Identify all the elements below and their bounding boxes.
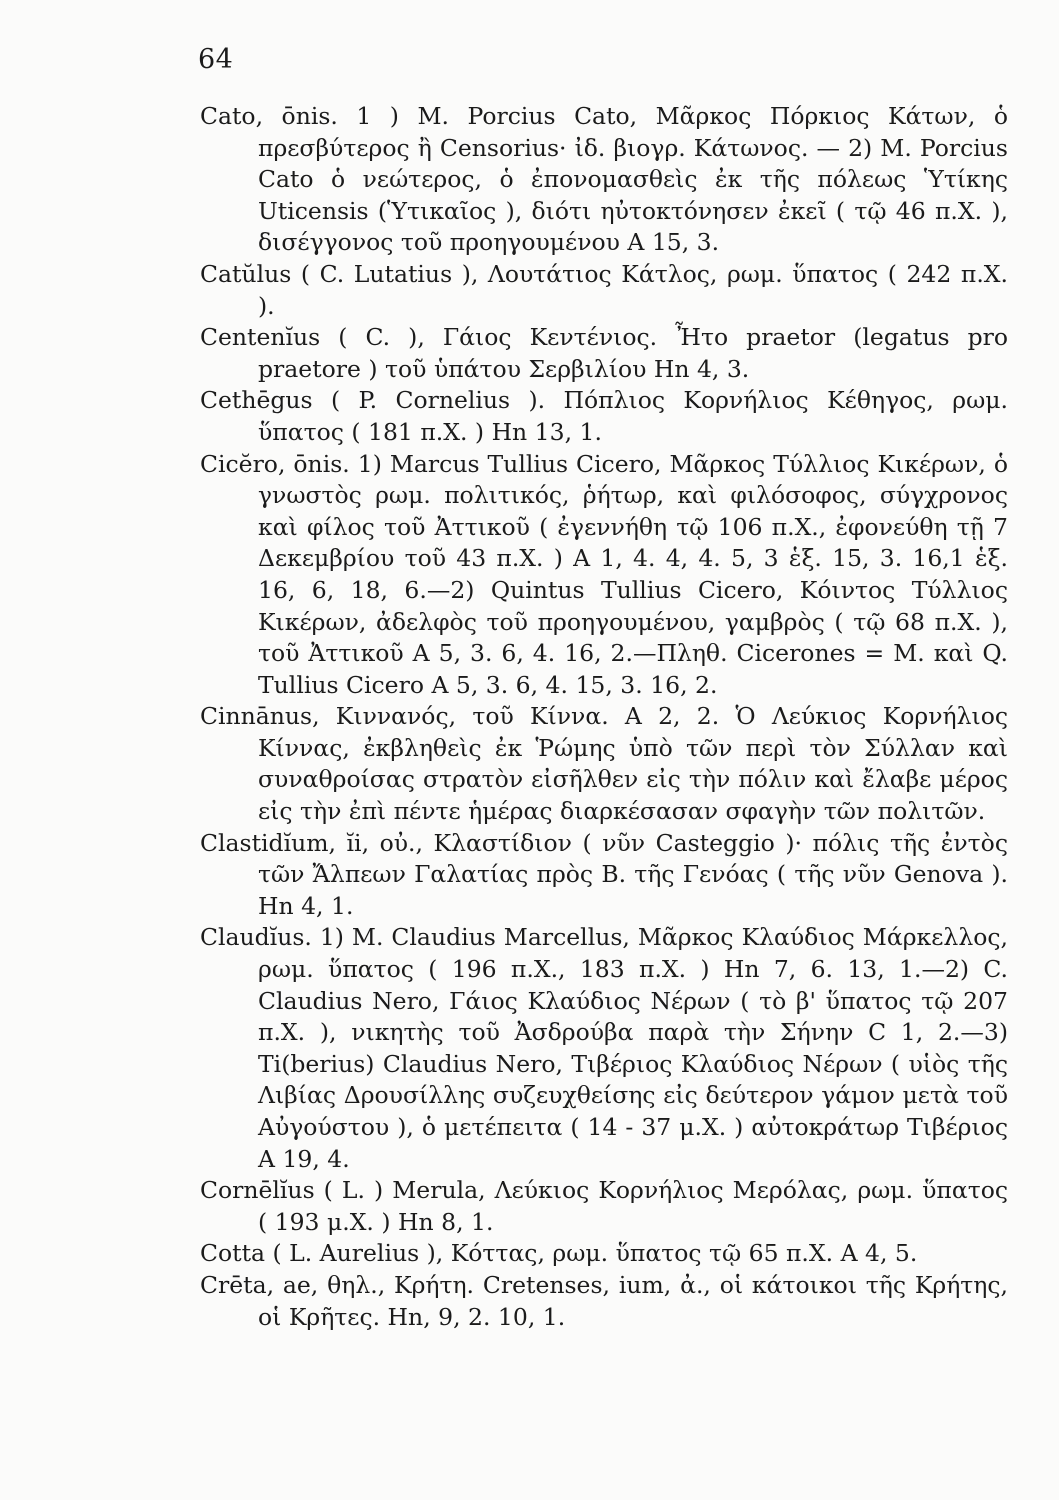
entry-cotta: Cotta ( L. Aurelius ), Κόττας, ρωμ. ὕπατος τῷ 65 π.Χ. A 4, 5.	[200, 1239, 918, 1268]
entry-cethegus: Cethēgus ( P. Cornelius ). Πόπλιος Κορνήλιος Κέθηγος, ρωμ. ὕπατος ( 181 π.Χ. ) Hn 13, 1.	[200, 386, 1008, 446]
glossary-entries	[200, 101, 1008, 1333]
entry-cato: Cato, ōnis. 1 ) M. Porcius Cato, Μᾶρκος Πόρκιος Κάτων, ὁ πρεσβύτερος ἢ Censorius· ἰδ. βιογρ. Κάτωνος. — 2) M. Porcius Cato ὁ νεώτερος, ὁ ἐπονομασθεὶς ἐκ τῆς πόλεως Ὑτίκης Uticensis (Ὑτικαῖος ), διότι ηὐτοκτόνησεν ἐκεῖ ( τῷ 46 π.Χ. ), δισέγγονος τοῦ προηγουμένου A 15, 3.	[200, 102, 1008, 257]
entry-cinnanus: Cinnānus, Κιννανός, τοῦ Κίννα. A 2, 2. Ὁ Λεύκιος Κορνήλιος Κίννας, ἐκβληθεὶς ἐκ Ῥώμης ὑπὸ τῶν περὶ τὸν Σύλλαν καὶ συναθροίσας στρατὸν εἰσῆλθεν εἰς τὴν πόλιν καὶ ἔλαβε μέρος εἰς τὴν ἐπὶ πέντε ἡμέρας διαρκέσασαν σφαγὴν τῶν πολιτῶν.	[200, 702, 1008, 826]
entry-centenius: Centenĭus ( C. ), Γάιος Κεντένιος. Ἦτο praetor (legatus pro praetore ) τοῦ ὑπάτου Σερβιλίου Hn 4, 3.	[200, 323, 1008, 383]
entry-catulus: Catŭlus ( C. Lutatius ), Λουτάτιος Κάτλος, ρωμ. ὕπατος ( 242 π.Χ. ).	[200, 259, 1008, 320]
entry-creta: Crēta, ae, θηλ., Κρήτη. Cretenses, ium, ἀ., οἱ κάτοικοι τῆς Κρήτης, οἱ Κρῆτες. Hn, 9, 2. 10, 1.	[200, 1270, 1008, 1331]
entry-cornelius: Cornēlĭus ( L. ) Merula, Λεύκιος Κορνήλιος Μερόλας, ρωμ. ὕπατος ( 193 μ.Χ. ) Hn 8, 1.	[200, 1176, 1008, 1236]
page-number: 64	[198, 44, 234, 75]
entry-clastidium: Clastidĭum, ĭi, οὐ., Κλαστίδιον ( νῦν Casteggio )· πόλις τῆς ἐντὸς τῶν Ἄλπεων Γαλατίας πρὸς B. τῆς Γενόας ( τῆς νῦν Genova ). Hn 4, 1.	[200, 828, 1008, 920]
entry-claudius: Claudĭus. 1) M. Claudius Marcellus, Μᾶρκος Κλαύδιος Μάρκελλος, ρωμ. ὕπατος ( 196 π.Χ., 183 π.Χ. ) Hn 7, 6. 13, 1.—2) C. Claudius Nero, Γάιος Κλαύδιος Νέρων ( τὸ β' ὕπατος τῷ 207 π.Χ. ), νικητὴς τοῦ Ἀσδρούβα παρὰ τὴν Σήνην C 1, 2.—3) Ti(berius) Claudius Nero, Τιβέριος Κλαύδιος Νέρων ( υἱὸς τῆς Λιβίας Δρουσίλλης συζευχθείσης εἰς δεύτερον γάμον μετὰ τοῦ Αὐγούστου ), ὁ μετέπειτα ( 14 - 37 μ.Χ. ) αὐτοκράτωρ Τιβέριος A 19, 4.	[200, 923, 1008, 1173]
entry-cicero: Cicĕro, ōnis. 1) Marcus Tullius Cicero, Μᾶρκος Τύλλιος Κικέρων, ὁ γνωστὸς ρωμ. πολιτικός, ῥήτωρ, καὶ φιλόσοφος, σύγχρονος καὶ φίλος τοῦ Ἀττικοῦ ( ἐγεννήθη τῷ 106 π.Χ., ἐφονεύθη τῇ 7 Δεκεμβρίου τοῦ 43 π.Χ. ) A 1, 4. 4, 4. 5, 3 ἑξ. 15, 3. 16,1 ἑξ. 16, 6, 18, 6.—2) Quintus Tullius Cicero, Κόιντος Τύλλιος Κικέρων, ἀδελφὸς τοῦ προηγουμένου, γαμβρὸς ( τῷ 68 π.Χ. ), τοῦ Ἀττικοῦ A 5, 3. 6, 4. 16, 2.—Πληθ. Cicerones = M. καὶ Q. Tullius Cicero A 5, 3. 6, 4. 15, 3. 16, 2.	[200, 449, 1008, 699]
